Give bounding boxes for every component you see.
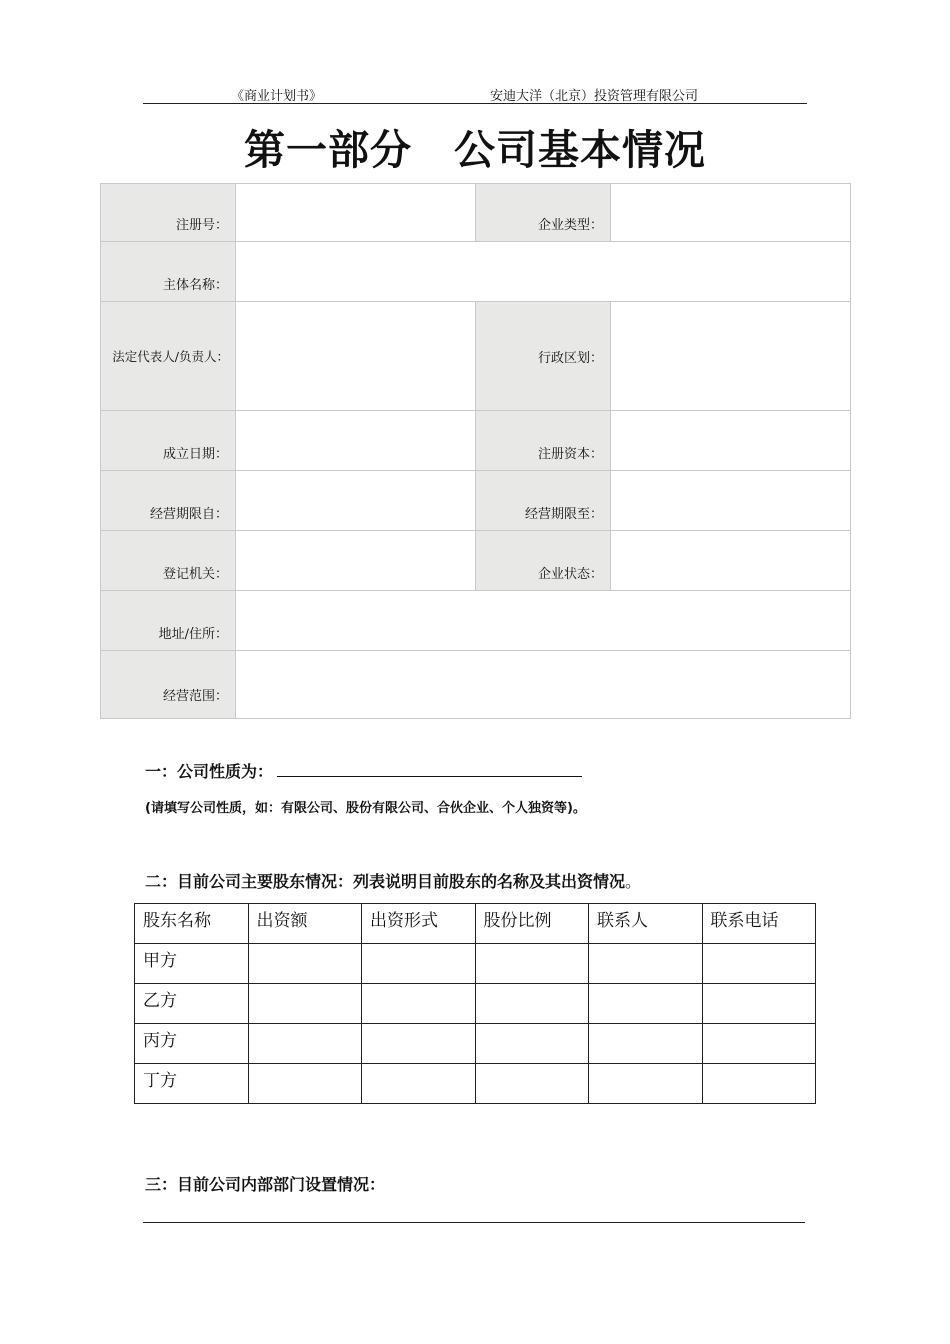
company-nature-blank[interactable] (277, 762, 582, 777)
table-row (135, 1024, 816, 1064)
registration-authority-label: 登记机关： (101, 531, 236, 591)
section-departments (145, 1172, 385, 1195)
column-header: 股东名称 (135, 904, 249, 944)
founded-date-label: 成立日期： (101, 411, 236, 471)
departments-blank-line[interactable] (143, 1222, 805, 1223)
company-info-form (100, 183, 851, 719)
column-header: 联系电话 (702, 904, 816, 944)
row-label: 乙方 (135, 984, 249, 1024)
table-cell[interactable] (589, 1064, 703, 1104)
column-header: 联系人 (589, 904, 703, 944)
table-row (135, 1064, 816, 1104)
entity-name-label: 主体名称： (101, 242, 236, 302)
table-cell[interactable] (248, 1024, 362, 1064)
address-field[interactable] (236, 591, 851, 651)
registration-authority-field[interactable] (236, 531, 476, 591)
shareholders-heading: 二：目前公司主要股东情况：列表说明目前股东的名称及其出资情况 (145, 872, 626, 891)
page-title: 第一部分 公司基本情况 (244, 126, 706, 174)
table-cell[interactable] (702, 1024, 816, 1064)
registered-capital-field[interactable] (611, 411, 851, 471)
row-label: 丁方 (135, 1064, 249, 1104)
term-from-field[interactable] (236, 471, 476, 531)
column-header: 出资形式 (362, 904, 476, 944)
founded-date-field[interactable] (236, 411, 476, 471)
row-label: 甲方 (135, 944, 249, 984)
company-nature-heading: 一：公司性质为： (145, 762, 274, 781)
legal-rep-field[interactable] (236, 302, 476, 411)
shareholders-heading-end: 。 (625, 872, 642, 891)
table-cell[interactable] (362, 1064, 476, 1104)
shareholders-table (134, 903, 816, 1104)
table-cell[interactable] (702, 1064, 816, 1104)
table-cell[interactable] (248, 1064, 362, 1104)
table-cell[interactable] (475, 944, 589, 984)
entity-name-field[interactable] (236, 242, 851, 302)
page-header (143, 85, 807, 104)
enterprise-type-label: 企业类型： (476, 184, 611, 242)
term-to-label: 经营期限至： (476, 471, 611, 531)
address-label: 地址/住所： (101, 591, 236, 651)
table-header-row (135, 904, 816, 944)
header-company-name: 安迪大洋（北京）投资管理有限公司 (490, 89, 699, 104)
table-cell[interactable] (589, 984, 703, 1024)
table-cell[interactable] (702, 984, 816, 1024)
admin-region-field[interactable] (611, 302, 851, 411)
departments-heading: 三：目前公司内部部门设置情况： (145, 1175, 386, 1194)
company-nature-note: (请填写公司性质，如：有限公司、股份有限公司、合伙企业、个人独资等)。 (145, 801, 586, 816)
admin-region-label: 行政区划： (476, 302, 611, 411)
table-cell[interactable] (362, 984, 476, 1024)
registration-no-field[interactable] (236, 184, 476, 242)
legal-rep-label: 法定代表人/负责人： (101, 302, 236, 411)
column-header: 股份比例 (475, 904, 589, 944)
table-cell[interactable] (362, 944, 476, 984)
table-cell[interactable] (248, 944, 362, 984)
term-to-field[interactable] (611, 471, 851, 531)
table-cell[interactable] (475, 1024, 589, 1064)
row-label: 丙方 (135, 1024, 249, 1064)
table-cell[interactable] (475, 984, 589, 1024)
table-cell[interactable] (248, 984, 362, 1024)
table-cell[interactable] (475, 1064, 589, 1104)
enterprise-status-label: 企业状态： (476, 531, 611, 591)
registration-no-label: 注册号： (101, 184, 236, 242)
business-scope-label: 经营范围： (101, 651, 236, 719)
table-cell[interactable] (702, 944, 816, 984)
table-row (135, 984, 816, 1024)
section-company-nature (145, 759, 582, 782)
term-from-label: 经营期限自： (101, 471, 236, 531)
enterprise-type-field[interactable] (611, 184, 851, 242)
table-cell[interactable] (589, 944, 703, 984)
business-scope-field[interactable] (236, 651, 851, 719)
registered-capital-label: 注册资本： (476, 411, 611, 471)
column-header: 出资额 (248, 904, 362, 944)
enterprise-status-field[interactable] (611, 531, 851, 591)
table-cell[interactable] (362, 1024, 476, 1064)
header-doc-title: 《商业计划书》 (231, 89, 323, 104)
section-shareholders (145, 869, 641, 892)
table-row (135, 944, 816, 984)
table-cell[interactable] (589, 1024, 703, 1064)
